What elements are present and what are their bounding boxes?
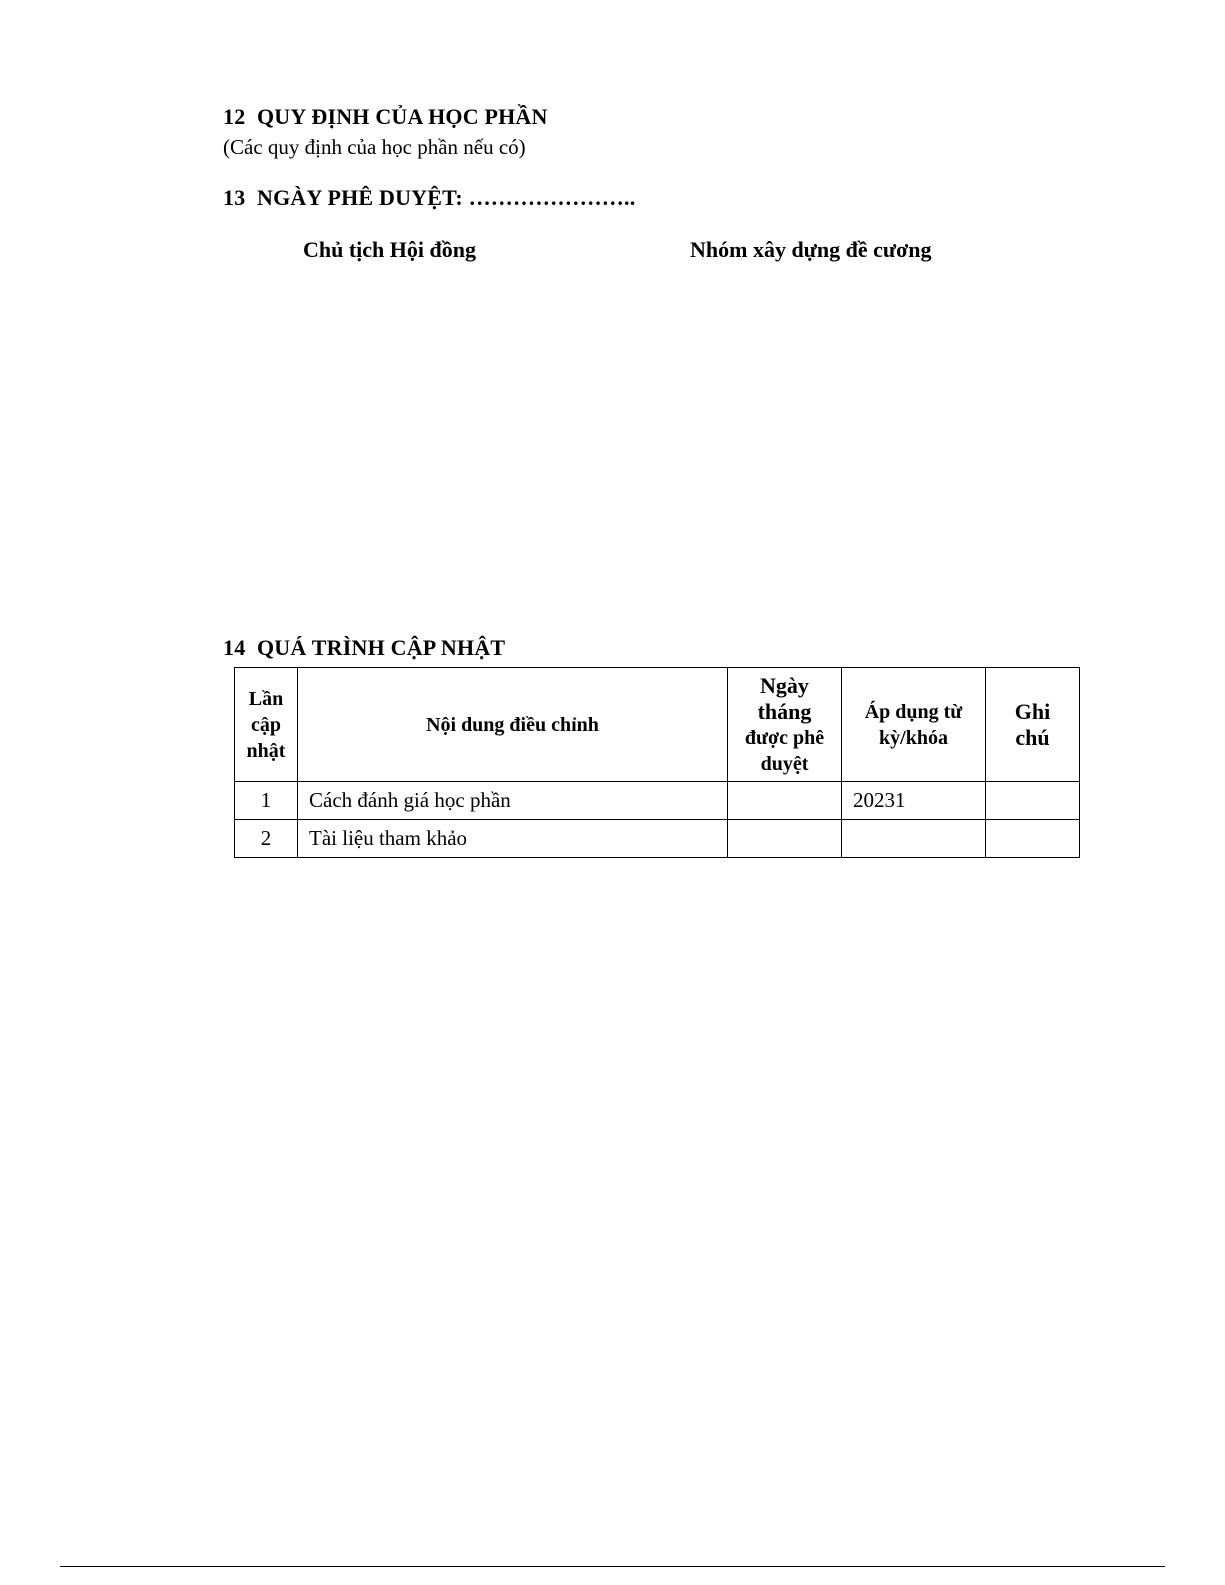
header-note: Ghi chú: [986, 668, 1080, 782]
header-apply-from: Áp dụng từ kỳ/khóa: [842, 668, 986, 782]
page-bottom-divider: [60, 1566, 1165, 1567]
table-row: [235, 820, 1080, 858]
update-history-table: [234, 667, 1080, 858]
row-note: [986, 782, 1080, 820]
section-12-heading: [223, 104, 548, 130]
section-12-title: QUY ĐỊNH CỦA HỌC PHẦN: [257, 104, 548, 129]
section-13-title: NGÀY PHÊ DUYỆT: …………………..: [257, 185, 636, 210]
row-content: Cách đánh giá học phần: [298, 782, 728, 820]
row-number: 2: [235, 820, 298, 858]
row-note: [986, 820, 1080, 858]
table-row: [235, 782, 1080, 820]
signature-chairman: Chủ tịch Hội đồng: [303, 237, 476, 262]
section-14-heading: [223, 635, 505, 661]
section-12-number: 12: [223, 104, 246, 129]
row-apply: [842, 820, 986, 858]
row-approved: [728, 820, 842, 858]
header-content: Nội dung điều chỉnh: [298, 668, 728, 782]
section-12-note: (Các quy định của học phần nếu có): [223, 135, 526, 159]
section-14-number: 14: [223, 635, 246, 660]
row-approved: [728, 782, 842, 820]
section-14-title: QUÁ TRÌNH CẬP NHẬT: [257, 635, 506, 660]
signature-drafting-group: Nhóm xây dựng đề cương: [690, 237, 932, 262]
header-approval-date: Ngày tháng được phê duyệt: [728, 668, 842, 782]
section-13-number: 13: [223, 185, 246, 210]
row-apply: 20231: [842, 782, 986, 820]
section-13-heading: [223, 185, 635, 211]
row-number: 1: [235, 782, 298, 820]
header-update-number: Lần cập nhật: [235, 668, 298, 782]
row-content: Tài liệu tham khảo: [298, 820, 728, 858]
table-header-row: [235, 668, 1080, 782]
